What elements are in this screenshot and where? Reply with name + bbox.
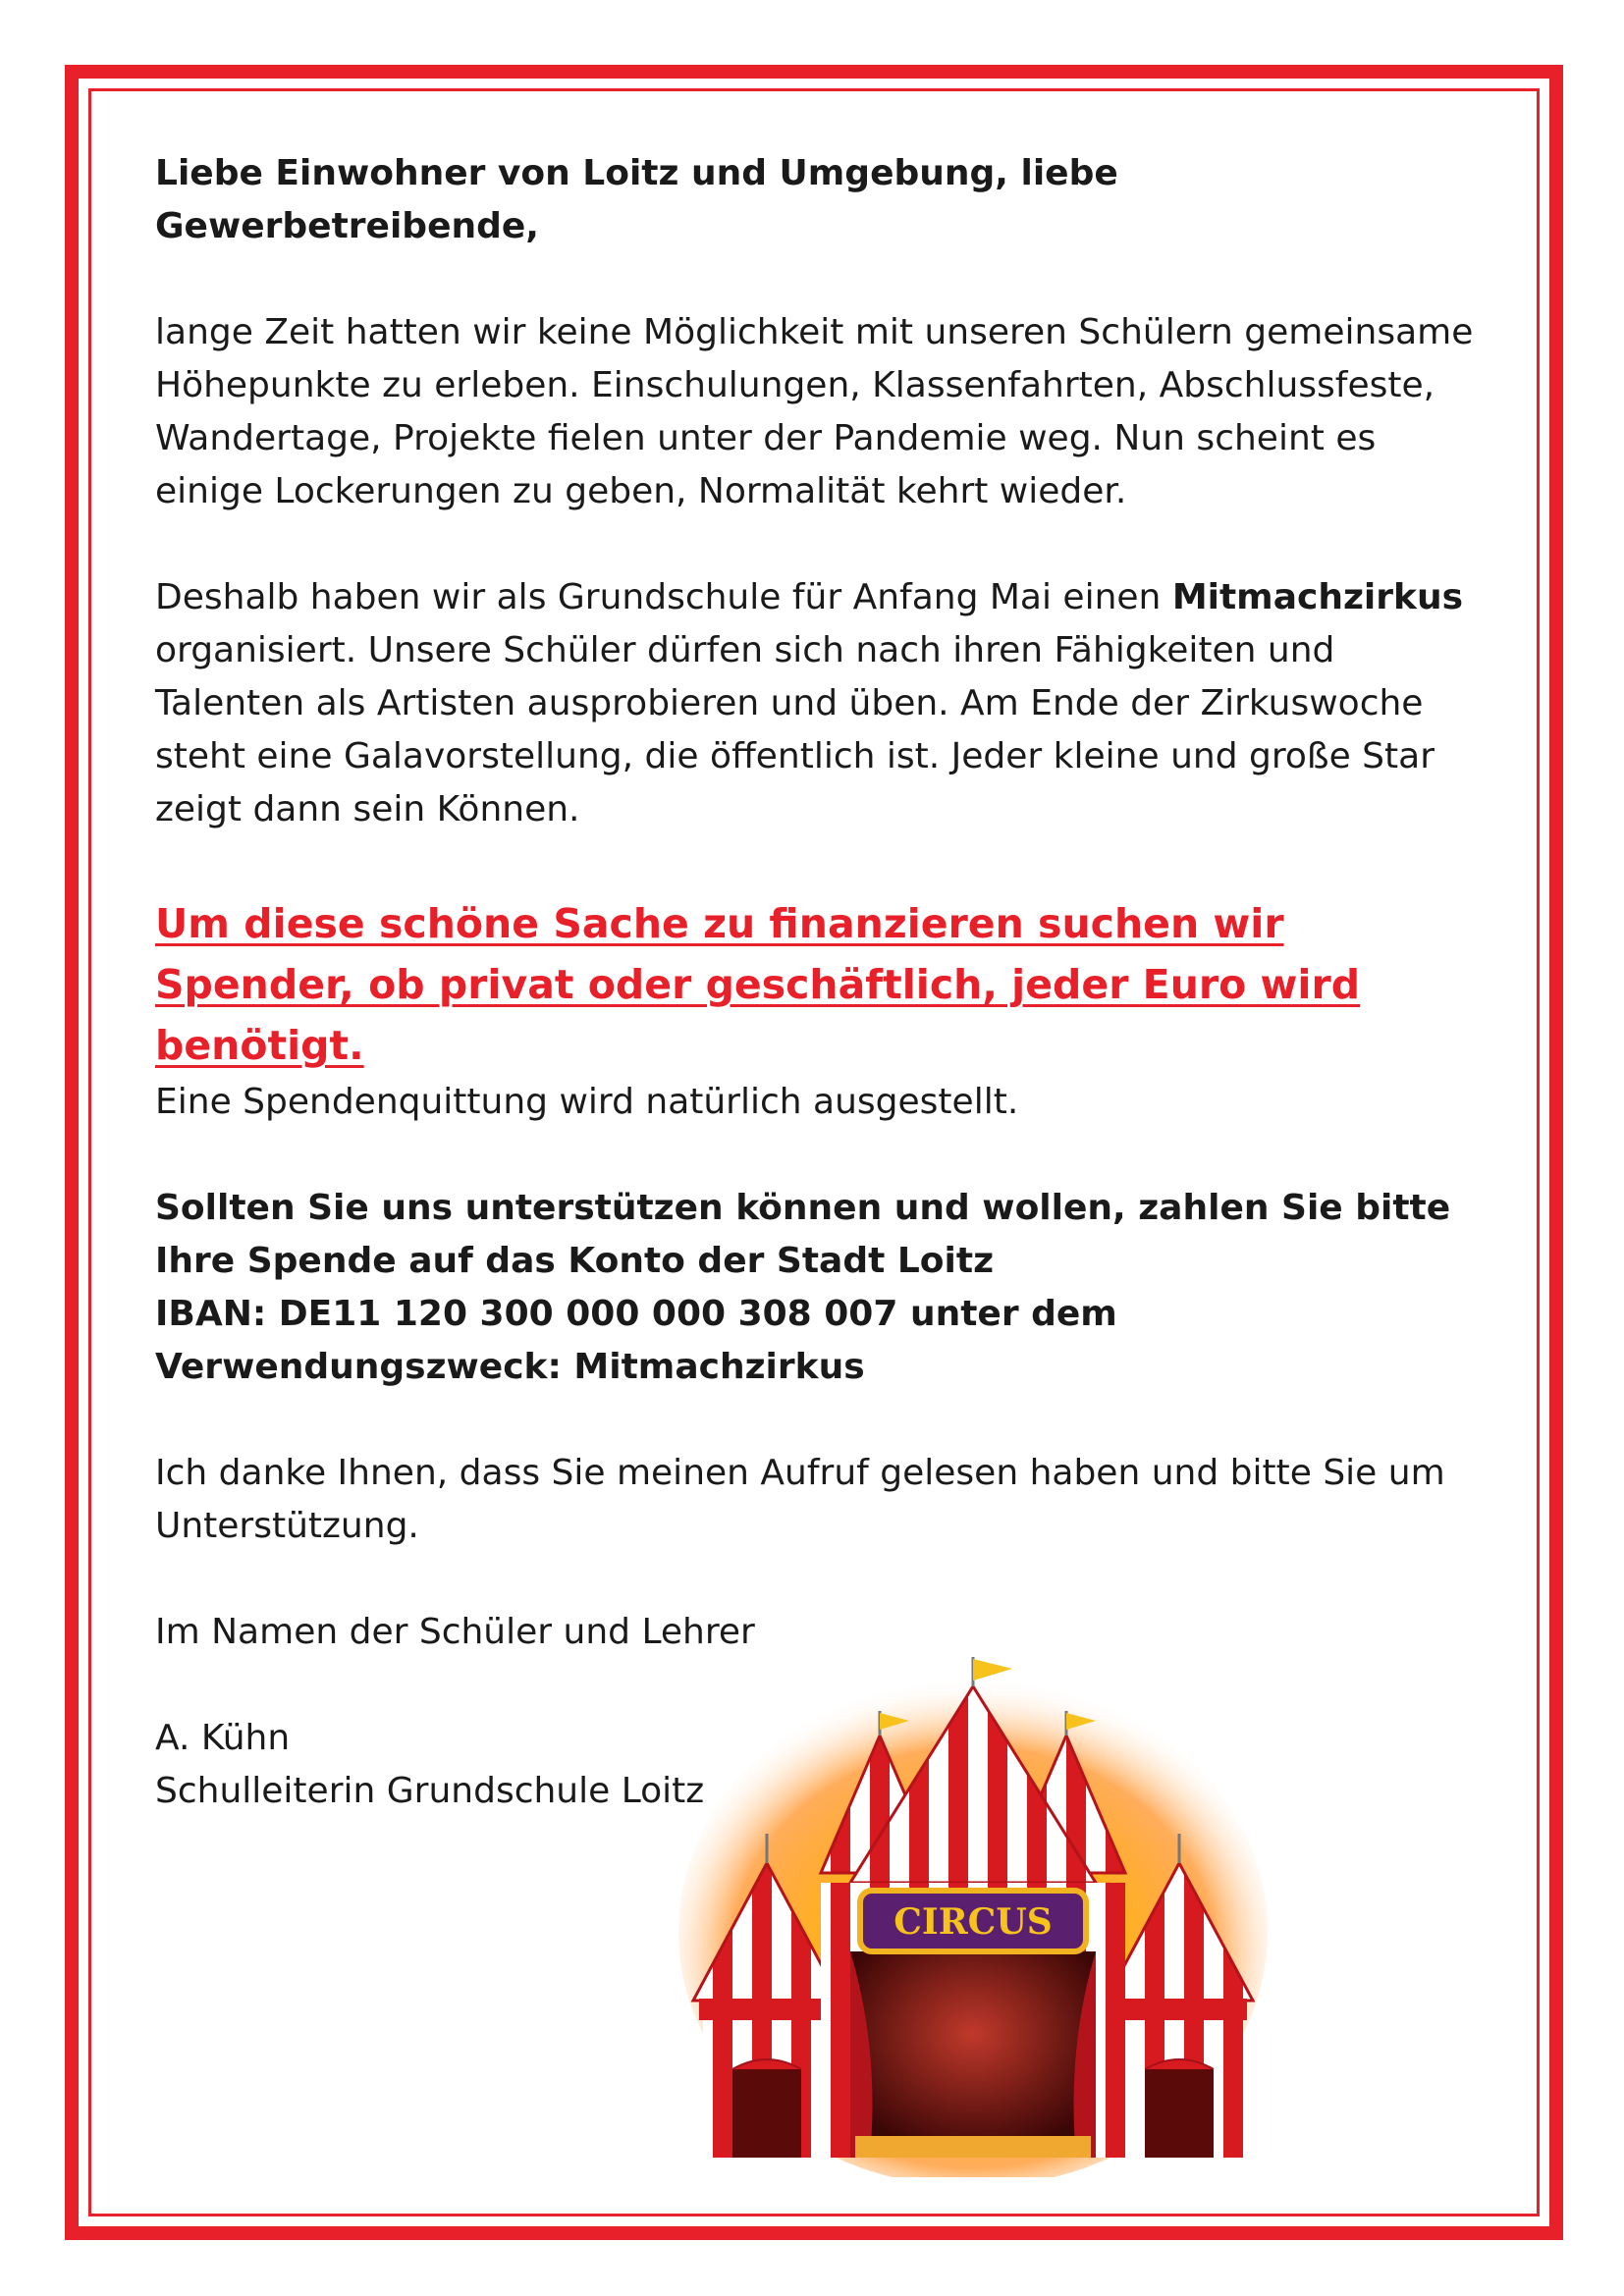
signature-name: A. Kühn [155, 1718, 291, 1758]
payment-reference: Verwendungszweck: Mitmachzirkus [155, 1347, 865, 1387]
iban: IBAN: DE11 120 300 000 000 308 007 unter dem [155, 1294, 1117, 1334]
bank-instructions: Sollten Sie uns unterstützen können und wollen, zahlen Sie bitte Ihre Spende auf das Konto der Stadt Loitz [155, 1188, 1451, 1281]
mitmachzirkus-highlight: Mitmachzirkus [1171, 577, 1464, 617]
greeting: Liebe Einwohner von Loitz und Umgebung, liebe Gewerbetreibende, [155, 153, 1118, 246]
circus-sign-text: CIRCUS [893, 1901, 1053, 1943]
receipt-note: Eine Spendenquittung wird natürlich ausgestellt. [155, 1082, 1019, 1122]
letter-body [155, 147, 1490, 1818]
paragraph-intro: lange Zeit hatten wir keine Möglichkeit mit unseren Schülern gemeinsame Höhepunkte zu erleben. Einschulungen, Klassenfahrten, Abschlussfeste, Wandertage, Projekte fielen unter der Pandemie weg. Nun scheint es einige Lockerungen zu geben, Normalität kehrt wieder. [155, 312, 1474, 511]
paragraph-circus-end: organisiert. Unsere Schüler dürfen sich nach ihren Fähigkeiten und Talenten als Artisten ausprobieren und üben. Am Ende der Zirkuswoche steht eine Galavorstellung, die öffentlich ist. Jeder kleine und große Star zeigt dann sein Können. [155, 630, 1435, 829]
circus-sign [860, 1891, 1086, 1951]
closing-line: Im Namen der Schüler und Lehrer [155, 1612, 755, 1652]
signature-title: Schulleiterin Grundschule Loitz [155, 1771, 705, 1811]
circus-tent-illustration [674, 1657, 1272, 2177]
thanks-paragraph: Ich danke Ihnen, dass Sie meinen Aufruf gelesen haben und bitte Sie um Unterstützung. [155, 1453, 1445, 1546]
paragraph-circus [155, 571, 1490, 836]
donation-appeal: Um diese schöne Sache zu finanzieren suchen wir Spender, ob privat oder geschäftlich, jeder Euro wird benötigt. [155, 900, 1361, 1069]
paragraph-circus-start: Deshalb haben wir als Grundschule für Anfang Mai einen [155, 577, 1172, 617]
